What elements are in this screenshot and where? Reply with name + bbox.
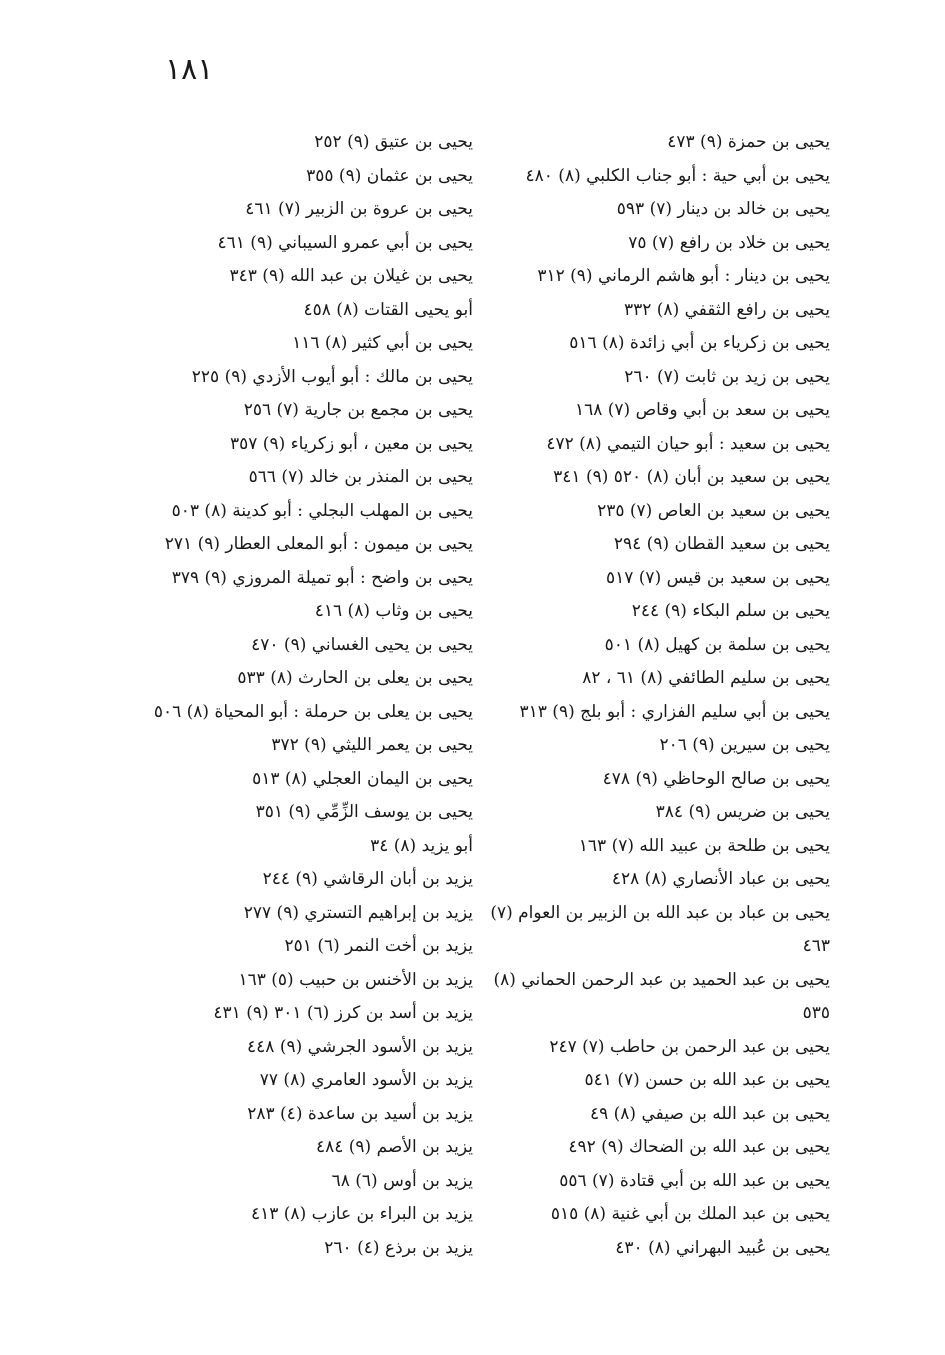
- index-entry: يحيى بن مجمع بن جارية (٧) ٢٥٦: [243, 400, 473, 420]
- index-entry: يحيى بن حمزة (٩) ٤٧٣: [667, 132, 830, 152]
- index-entry: يحيى بن مالك : أبو أيوب الأزدي (٩) ٢٢٥: [191, 366, 473, 387]
- index-entry: يحيى بن يعلى بن الحارث (٨) ٥٣٣: [237, 668, 473, 688]
- index-entry: يحيى بن سعيد بن العاص (٧) ٢٣٥: [597, 500, 830, 521]
- index-entry: يزيد بن الأخنس بن حبيب (٥) ١٦٣: [238, 969, 473, 990]
- index-entry: يحيى بن أبي سليم الفزاري : أبو بلج (٩) ٣١٣: [519, 701, 830, 722]
- index-entry: يزيد بن أبان الرقاشي (٩) ٢٤٤: [262, 869, 473, 889]
- index-entry: يحيى بن عروة بن الزبير (٧) ٤٦١: [245, 199, 473, 219]
- index-entry: يحيى بن سلمة بن كهيل (٨) ٥٠١: [604, 634, 830, 655]
- index-entry: يزيد بن أخت النمر (٦) ٢٥١: [284, 936, 473, 956]
- index-entry: يزيد بن البراء بن عازب (٨) ٤١٣: [250, 1204, 473, 1224]
- index-entry: يزيد بن أوس (٦) ٦٨: [331, 1170, 473, 1191]
- index-entry: يحيى بن اليمان العجلي (٨) ٥١٣: [252, 768, 473, 789]
- index-entry: يحيى بن عبد الله بن أبي قتادة (٧) ٥٥٦: [559, 1170, 830, 1191]
- index-entry: يزيد بن برذع (٤) ٢٦٠: [324, 1237, 473, 1258]
- index-entry: يحيى بن طلحة بن عبيد الله (٧) ١٦٣: [578, 835, 830, 856]
- index-entry: يحيى بن زكرياء بن أبي زائدة (٨) ٥١٦: [569, 333, 830, 353]
- index-entry: يحيى بن أبي حية : أبو جناب الكلبي (٨) ٤٨٠: [525, 165, 830, 186]
- index-entry: يحيى بن عبد الحميد بن عبد الرحمن الحماني (٨) ٥٣٥: [493, 969, 830, 1023]
- index-entry: يحيى بن خالد بن دينار (٧) ٥٩٣: [616, 199, 830, 219]
- index-entry: يحيى بن سعيد بن قيس (٧) ٥١٧: [605, 567, 830, 588]
- index-entry: يحيى بن عبد الرحمن بن حاطب (٧) ٢٤٧: [549, 1036, 830, 1057]
- index-entry: أبو يزيد (٨) ٣٤: [370, 835, 473, 856]
- index-column-right: [490, 126, 830, 1265]
- index-entry: يحيى بن عبد الملك بن أبي غنية (٨) ٥١٥: [550, 1204, 830, 1224]
- index-entry: يزيد بن الأسود العامري (٨) ٧٧: [259, 1070, 473, 1090]
- index-entry: يحيى بن سعيد : أبو حيان التيمي (٨) ٤٧٢: [546, 433, 830, 454]
- index-entry: يزيد بن الأسود الجرشي (٩) ٤٤٨: [247, 1036, 473, 1057]
- index-entry: يزيد بن الأصم (٩) ٤٨٤: [315, 1137, 473, 1157]
- index-entry: يحيى بن المنذر بن خالد (٧) ٥٦٦: [248, 467, 473, 487]
- index-column-left: [133, 126, 473, 1265]
- index-entry: يحيى بن عبد الله بن حسن (٧) ٥٤١: [584, 1070, 830, 1090]
- index-entry: يحيى بن رافع الثقفي (٨) ٣٣٢: [623, 299, 830, 320]
- index-entry: يحيى بن دينار : أبو هاشم الرماني (٩) ٣١٢: [537, 266, 830, 286]
- index-entry: يزيد بن إبراهيم التستري (٩) ٢٧٧: [243, 902, 473, 923]
- index-entry: يحيى بن يوسف الزِّمِّي (٩) ٣٥١: [255, 802, 473, 822]
- index-entry: يحيى بن عثمان (٩) ٣٥٥: [306, 165, 473, 186]
- index-entry: يحيى بن المهلب البجلي : أبو كدينة (٨) ٥٠٣: [171, 500, 473, 521]
- index-entry: يحيى بن ضريس (٩) ٣٨٤: [655, 802, 830, 822]
- index-entry: يحيى بن سليم الطائفي (٨) ٦١ ، ٨٢: [582, 668, 830, 688]
- index-entry: يزيد بن أسد بن كرز (٦) ٣٠١ (٩) ٤٣١: [213, 1003, 473, 1023]
- index-entry: يحيى بن سعيد بن أبان (٨) ٥٢٠ (٩) ٣٤١: [553, 467, 830, 487]
- index-entry: يحيى بن ميمون : أبو المعلى العطار (٩) ٢٧١: [164, 534, 473, 554]
- index-entry: يحيى بن سلم البكاء (٩) ٢٤٤: [631, 601, 830, 621]
- index-entry: يحيى بن يحيى الغساني (٩) ٤٧٠: [251, 634, 473, 655]
- index-entry: يحيى بن صالح الوحاظي (٩) ٤٧٨: [602, 768, 830, 789]
- index-entry: أبو يحيى القتات (٨) ٤٥٨: [303, 299, 473, 320]
- page-number: ١٨١: [165, 52, 214, 87]
- index-entry: يحيى بن زيد بن ثابت (٧) ٢٦٠: [624, 366, 830, 387]
- index-entry: يحيى بن سيرين (٩) ٢٠٦: [659, 735, 830, 755]
- index-entry: يحيى بن أبي كثير (٨) ١١٦: [292, 333, 473, 353]
- index-entry: يحيى بن عبد الله بن الضحاك (٩) ٤٩٢: [568, 1137, 830, 1157]
- index-entry: يحيى بن معين ، أبو زكرياء (٩) ٣٥٧: [229, 433, 473, 454]
- index-entry: يحيى بن أبي عمرو السيباني (٩) ٤٦١: [217, 232, 473, 253]
- index-entry: يحيى بن سعد بن أبي وقاص (٧) ١٦٨: [574, 400, 830, 420]
- index-entry: يحيى بن عُبيد البهراني (٨) ٤٣٠: [615, 1237, 830, 1258]
- index-entry: يحيى بن وثاب (٨) ٤١٦: [314, 601, 473, 621]
- index-entry: يحيى بن غيلان بن عبد الله (٩) ٣٤٣: [229, 266, 473, 286]
- index-entry: يزيد بن أسيد بن ساعدة (٤) ٢٨٣: [247, 1103, 473, 1124]
- index-entry: يحيى بن واضح : أبو تميلة المروزي (٩) ٣٧٩: [171, 567, 473, 588]
- index-entry: يحيى بن يعلى بن حرملة : أبو المحياة (٨) ٥٠٦: [153, 701, 473, 722]
- index-entry: يحيى بن يعمر الليثي (٩) ٣٧٢: [271, 735, 473, 755]
- index-entry: يحيى بن خلاد بن رافع (٧) ٧٥: [628, 232, 830, 253]
- index-entry: يحيى بن عتيق (٩) ٢٥٢: [314, 132, 473, 152]
- index-entry: يحيى بن سعيد القطان (٩) ٢٩٤: [613, 534, 830, 554]
- index-entry: يحيى بن عبد الله بن صيفي (٨) ٤٩: [589, 1103, 830, 1124]
- index-entry: يحيى بن عباد بن عبد الله بن الزبير بن العوام (٧) ٤٦٣: [490, 902, 830, 956]
- index-entry: يحيى بن عباد الأنصاري (٨) ٤٢٨: [611, 869, 830, 889]
